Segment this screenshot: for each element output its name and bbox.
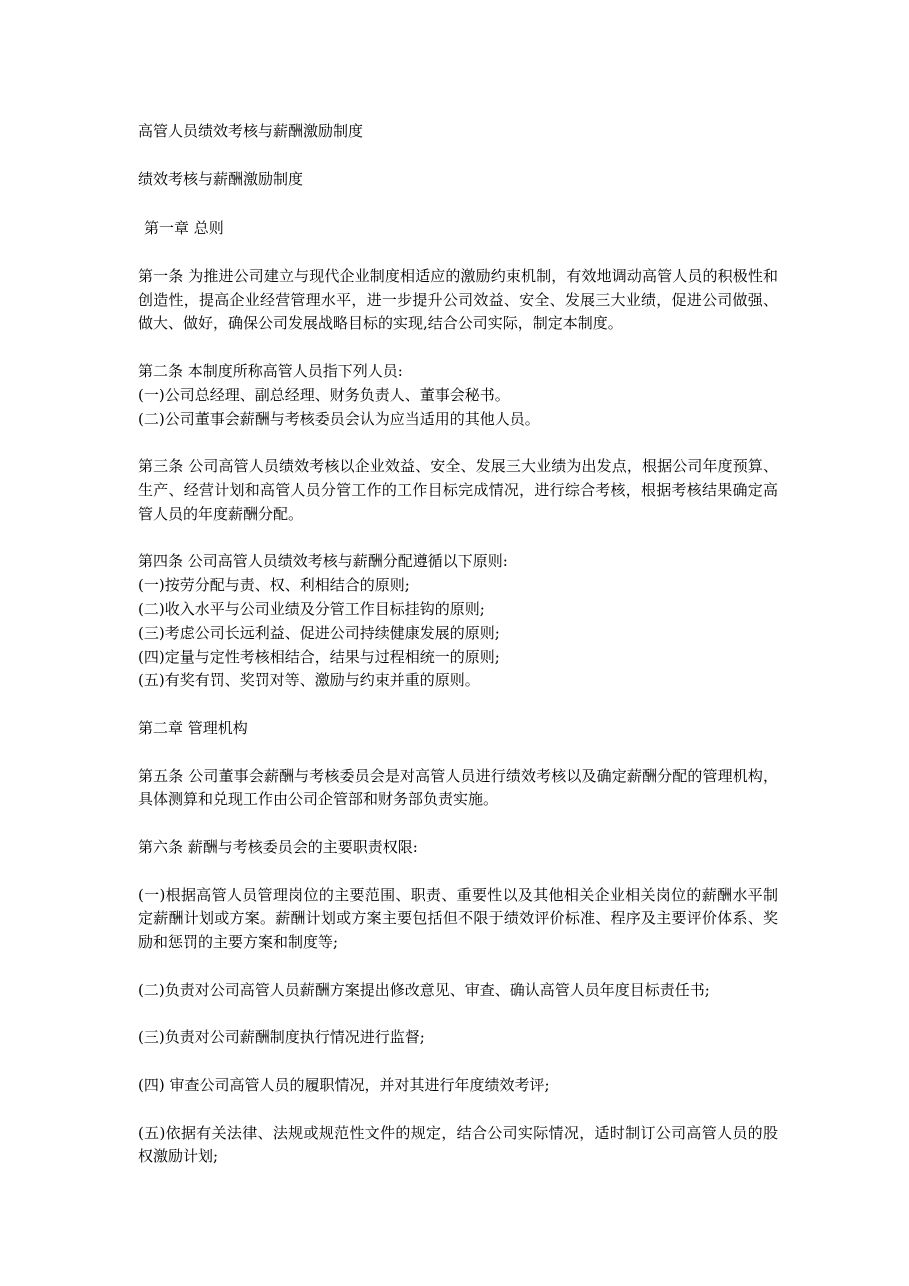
article-4-item: (四)定量与定性考核相结合，结果与过程相统一的原则; bbox=[138, 647, 500, 666]
document-title: 高管人员绩效考核与薪酬激励制度 bbox=[138, 122, 364, 140]
chapter-1-heading: 第一章 总则 bbox=[144, 218, 224, 237]
article-5: 第五条 公司董事会薪酬与考核委员会是对高管人员进行绩效考核以及确定薪酬分配的管理机构，具体测算和兑现工作由公司企管部和财务部负责实施。 bbox=[138, 766, 778, 809]
article-6-item: (一)根据高管人员管理岗位的主要范围、职责、重要性以及其他相关企业相关岗位的薪酬水平制定薪酬计划或方案。薪酬计划或方案主要包括但不限于绩效评价标准、程序及主要评价体系、奖励和惩罚的主要方案和制度等; bbox=[138, 885, 778, 952]
article-1: 第一条 为推进公司建立与现代企业制度相适应的激励约束机制，有效地调动高管人员的积极性和创造性，提高企业经营管理水平，进一步提升公司效益、安全、发展三大业绩，促进公司做强、做大、做好，确保公司发展战略目标的实现,结合公司实际，制定本制度。 bbox=[138, 266, 778, 333]
article-6-item: (三)负责对公司薪酬制度执行情况进行监督; bbox=[138, 1028, 425, 1047]
article-2-item: (一)公司总经理、副总经理、财务负责人、董事会秘书。 bbox=[138, 385, 510, 404]
article-4-item: (五)有奖有罚、奖罚对等、激励与约束并重的原则。 bbox=[138, 671, 480, 690]
document-page bbox=[138, 120, 778, 1169]
article-6-item: (五)依据有关法律、法规或规范性文件的规定，结合公司实际情况，适时制订公司高管人员的股权激励计划; bbox=[138, 1123, 778, 1166]
article-4-item: (三)考虑公司长远利益、促进公司持续健康发展的原则; bbox=[138, 623, 500, 642]
article-6-item: (二)负责对公司高管人员薪酬方案提出修改意见、审查、确认高管人员年度目标责任书; bbox=[138, 980, 710, 999]
chapter-2-heading: 第二章 管理机构 bbox=[138, 719, 248, 738]
article-2: 第二条 本制度所称高管人员指下列人员: bbox=[138, 362, 403, 381]
article-4-item: (二)收入水平与公司业绩及分管工作目标挂钩的原则; bbox=[138, 600, 485, 619]
article-4: 第四条 公司高管人员绩效考核与薪酬分配遵循以下原则: bbox=[138, 552, 508, 571]
document-subtitle: 绩效考核与薪酬激励制度 bbox=[138, 170, 304, 189]
article-6-item: (四) 审查公司高管人员的履职情况，并对其进行年度绩效考评; bbox=[138, 1075, 550, 1094]
article-4-item: (一)按劳分配与责、权、利相结合的原则; bbox=[138, 576, 410, 595]
article-6: 第六条 薪酬与考核委员会的主要职责权限: bbox=[138, 838, 418, 857]
article-2-item: (二)公司董事会薪酬与考核委员会认为应当适用的其他人员。 bbox=[138, 409, 540, 428]
article-3: 第三条 公司高管人员绩效考核以企业效益、安全、发展三大业绩为出发点，根据公司年度预算、生产、经营计划和高管人员分管工作的工作目标完成情况，进行综合考核，根据考核结果确定高管人员的年度薪酬分配。 bbox=[138, 457, 778, 523]
